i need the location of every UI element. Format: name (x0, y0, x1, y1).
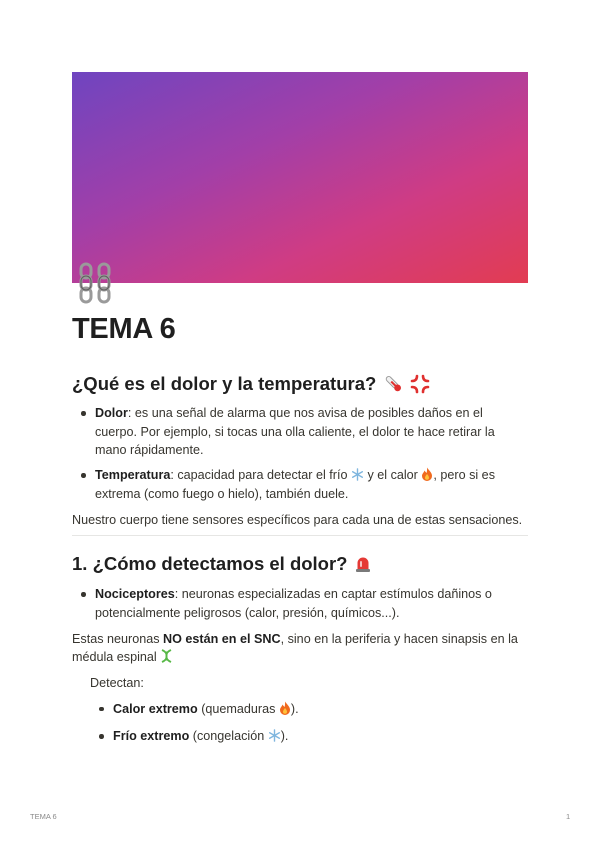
list-item (72, 466, 528, 503)
definition-text: : es una señal de alarma que nos avisa de posibles daños en el cuerpo. Por ejemplo, si tocas una olla caliente, el dolor te hace retirar la mano rápidamente. (95, 406, 495, 458)
term-frio-extremo: Frío extremo (113, 729, 190, 744)
chains-icon (78, 262, 114, 304)
paragraph-text: Estas neuronas (72, 631, 164, 646)
term-nociceptores: Nociceptores (95, 587, 175, 602)
detect-label: Detectan: (90, 676, 144, 691)
anger-icon (410, 374, 430, 394)
list-item (90, 727, 528, 746)
thermometer-icon (382, 374, 404, 394)
definition-text: : neuronas especializadas en captar estímulos dañinos o potencialmente peligrosos (calor, presión, químicos...). (95, 587, 492, 620)
footer-title: TEMA 6 (30, 812, 57, 821)
term-temperatura: Temperatura (95, 468, 171, 483)
section-heading (72, 372, 528, 396)
definition-list (72, 404, 528, 504)
paragraph-text: , sino en la periferia y hacen sinapsis en la médula espinal (72, 631, 518, 665)
item-text: ). (280, 729, 289, 744)
term-calor-extremo: Calor extremo (113, 701, 198, 716)
divider (72, 535, 528, 536)
detect-list (72, 700, 528, 746)
list-item (90, 700, 528, 719)
page-title: TEMA 6 (72, 313, 176, 345)
fire-icon (279, 701, 291, 715)
definition-list (72, 585, 528, 622)
term-dolor: Dolor (95, 406, 128, 420)
emphasis: NO están en el SNC (163, 631, 281, 646)
item-text: (congelación (189, 729, 265, 744)
definition-text: : capacidad para detectar el frío (170, 468, 348, 483)
definition-text: y el calor (363, 468, 418, 483)
item-text: (quemaduras (197, 701, 276, 716)
snowflake-icon (268, 729, 281, 742)
cover-image (72, 72, 528, 283)
paragraph: Nuestro cuerpo tiene sensores específicos para cada una de estas sensaciones. (72, 512, 523, 527)
list-item (72, 585, 528, 622)
section-heading-text: 1. ¿Cómo detectamos el dolor? (72, 553, 348, 575)
page-content (72, 372, 528, 746)
page-number: 1 (566, 812, 571, 821)
paragraph (72, 630, 528, 667)
definition-text: , pero si es extrema (como fuego o hielo), también duele. (95, 468, 495, 501)
fire-icon (421, 467, 433, 481)
section-heading (72, 552, 528, 576)
siren-icon (354, 555, 372, 573)
section-heading-text: ¿Qué es el dolor y la temperatura? (72, 373, 377, 394)
dna-icon (160, 649, 173, 663)
item-text: ). (290, 701, 299, 716)
list-item (72, 404, 528, 460)
snowflake-icon (351, 468, 364, 481)
